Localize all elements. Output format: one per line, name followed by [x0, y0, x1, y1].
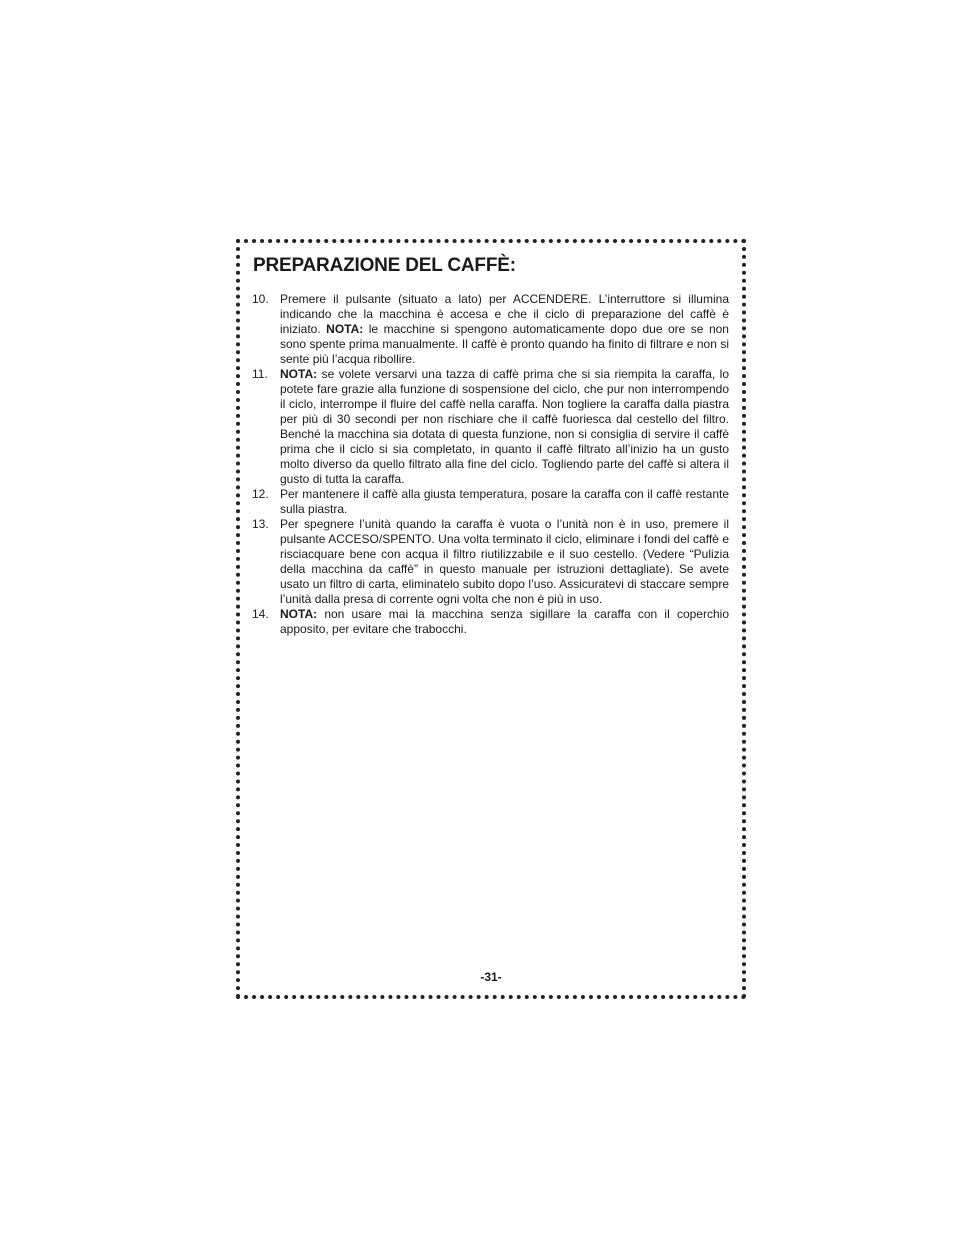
step-text: Per spegnere l’unità quando la caraffa è vuota o l’unità non è in uso, premere il pulsante ACCESO/SPENTO. Una volta terminato il ciclo, eliminare i fondi del caffè e risciacquare bene con acqua il filtro riutilizzabile e il suo cestello. (Vedere “Pulizia della macchina da caffè” in questo manuale per istruzioni dettagliate). Se avete usato un filtro di carta, eliminatelo subito dopo l’uso. Assicuratevi di staccare sempre l’unità dalla presa di corrente ogni volta che non è più in uso. [280, 517, 729, 606]
instruction-step-13 [252, 517, 729, 607]
note-label: NOTA: [280, 367, 318, 381]
step-number: 11. [252, 367, 268, 381]
step-number: 14. [252, 607, 269, 621]
step-number: 13. [252, 517, 269, 531]
note-label: NOTA: [326, 322, 364, 336]
instruction-step-11 [252, 367, 729, 487]
section-title: PREPARAZIONE DEL CAFFÈ: [253, 255, 516, 276]
instruction-list [252, 292, 729, 637]
page-number: -31- [480, 970, 502, 984]
instruction-step-10 [252, 292, 729, 367]
step-number: 10. [252, 292, 269, 306]
step-text-continued: le macchine si spengono automaticamente dopo due ore se non sono spente prima manualmente. Il caffè è pronto quando ha finito di filtrare e non si sente più l’acqua ribollire. [280, 322, 729, 366]
step-number: 12. [252, 487, 269, 501]
step-text: non usare mai la macchina senza sigillare la caraffa con il coperchio apposito, per evitare che trabocchi. [280, 607, 729, 636]
step-text: Per mantenere il caffè alla giusta temperatura, posare la caraffa con il caffè restante sulla piastra. [280, 487, 729, 516]
step-text: se volete versarvi una tazza di caffè prima che si sia riempita la caraffa, lo potete fare grazie alla funzione di sospensione del ciclo, che pur non interrompendo il ciclo, interrompe il fluire del caffè nella caraffa. Non togliere la caraffa dalla piastra per più di 30 secondi per non rischiare che il caffè fuoriesca dal cestello del filtro. Benché la macchina sia dotata di questa funzione, non si consiglia di servire il caffè prima che il ciclo si sia completato, in quanto il caffè filtrato all’inizio ha un gusto molto diverso da quello filtrato alla fine del ciclo. Togliendo parte del caffè si altera il gusto di tutta la caraffa. [280, 367, 729, 486]
step-text: Premere il pulsante (situato a lato) per ACCENDERE. L’interruttore si illumina indicando che la macchina è accesa e che il ciclo di preparazione del caffè è iniziato. [280, 292, 729, 336]
instruction-step-12 [252, 487, 729, 517]
instruction-step-14 [252, 607, 729, 637]
note-label: NOTA: [280, 607, 318, 621]
